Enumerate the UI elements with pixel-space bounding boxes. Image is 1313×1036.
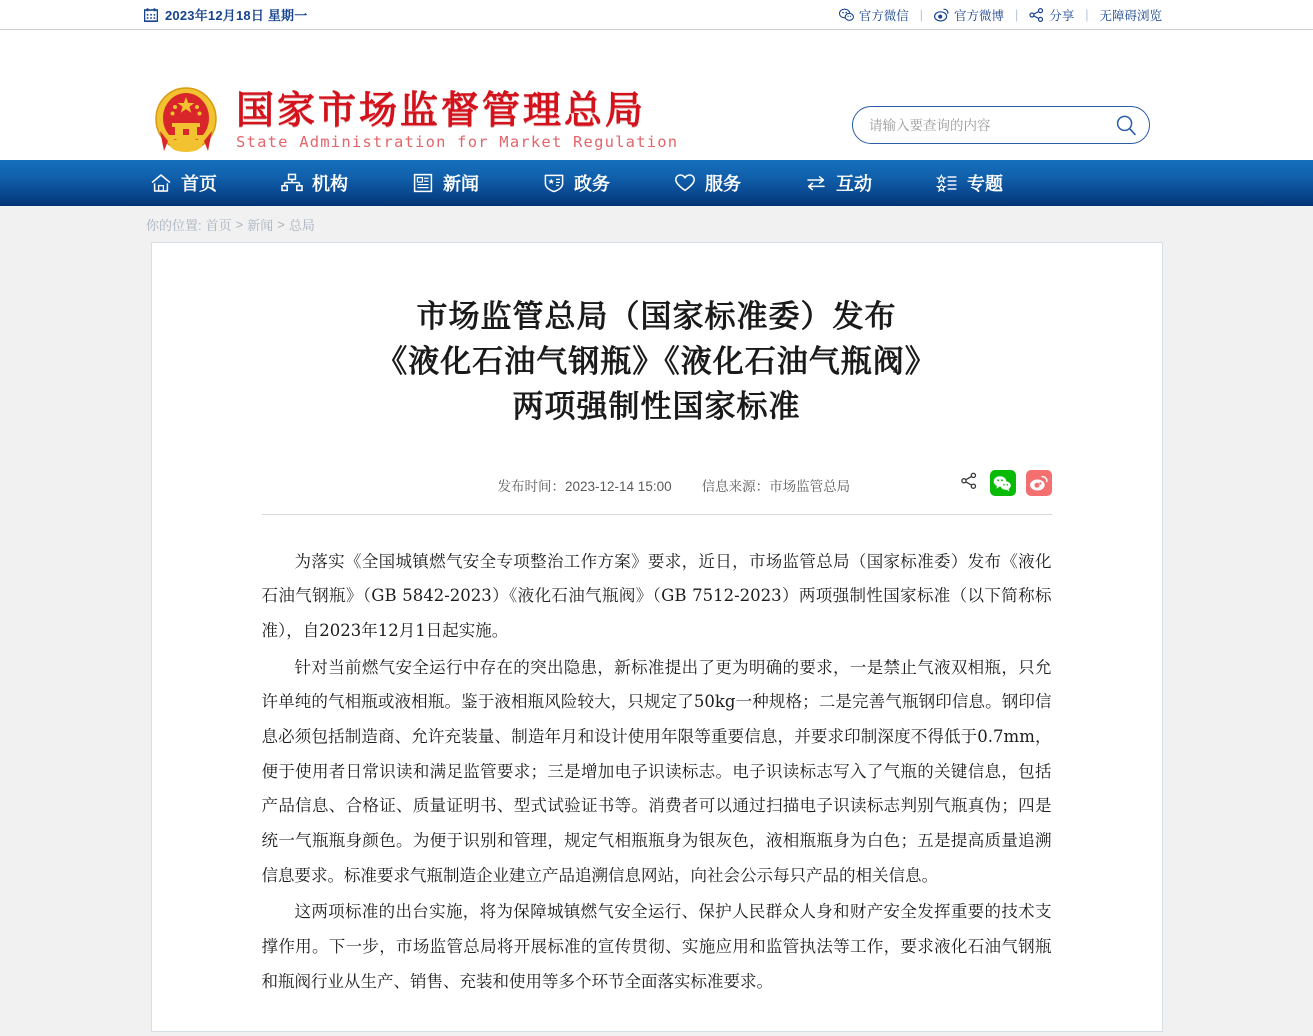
site-title-cn: 国家市场监督管理总局	[236, 88, 647, 133]
nav-item-interaction[interactable]	[805, 170, 872, 196]
nav-item-organization[interactable]	[281, 170, 348, 196]
nav-item-home[interactable]	[150, 170, 217, 196]
accessibility-link[interactable]	[1088, 6, 1173, 24]
main-navigation	[0, 160, 1313, 206]
article-body	[262, 545, 1052, 999]
national-emblem-icon	[150, 85, 222, 157]
breadcrumb-item-news[interactable]: 新闻	[247, 217, 274, 233]
article-meta	[262, 468, 1052, 502]
source-value: 市场监管总局	[769, 478, 851, 494]
source-label: 信息来源：	[701, 478, 770, 494]
publish-time-label: 发布时间：	[497, 478, 565, 494]
link-separator: |	[1014, 7, 1019, 22]
home-icon	[150, 173, 172, 193]
link-separator: |	[919, 7, 923, 22]
search-icon	[1115, 114, 1137, 136]
wechat-share-button[interactable]	[990, 470, 1016, 496]
header-logo-band	[0, 30, 1313, 160]
breadcrumb-prefix: 你的位置:	[146, 217, 202, 233]
article-paragraph: 这两项标准的出台实施，将为保障城镇燃气安全运行、保护人民群众人身和财产安全发挥重要的技术支撑作用。下一步，市场监管总局将开展标准的宣传贯彻、实施应用和监管执法等工作，要求液化石油气钢瓶和瓶阀行业从生产、销售、充装和使用等多个环节全面落实标准要求。	[261, 902, 1052, 991]
nav-item-government-affairs[interactable]	[543, 170, 610, 196]
link-separator: |	[1085, 7, 1089, 22]
official-weibo-label: 官方微博	[953, 8, 1004, 23]
breadcrumb-separator: >	[277, 216, 285, 232]
publish-time-value: 2023-12-14 15:00	[565, 478, 672, 494]
date-text: 2023年12月18日 星期一	[165, 8, 308, 23]
accessibility-label: 无障碍浏览	[1099, 8, 1162, 23]
site-title-en: State Administration for Market Regulation	[236, 133, 679, 152]
article-paragraph: 针对当前燃气安全运行中存在的突出隐患，新标准提出了更为明确的要求，一是禁止气液双相瓶，只允许单纯的气相瓶或液相瓶。鉴于液相瓶风险较大，只规定了50kg一种规格；二是完善气瓶钢印信息。钢印信息必须包括制造商、允许充装量、制造年月和设计使用年限等重要信息，并要求印制深度不得低于0.7mm，便于使用者日常识读和满足监管要求；三是增加电子识读标志。电子识读标志写入了气瓶的关键信息，包括产品信息、合格证、质量证明书、型式试验证书等。消费者可以通过扫描电子识读标志判别气瓶真伪；四是统一气瓶瓶身颜色。为便于识别和管理，规定气相瓶瓶身为银灰色，液相瓶瓶身为白色；五是提高质量追溯信息要求。标准要求气瓶制造企业建立产品追溯信息网站，向社会公示每只产品的相关信息。	[261, 657, 1052, 885]
heart-icon	[674, 173, 696, 193]
share-link[interactable]	[1018, 6, 1085, 24]
meta-divider	[262, 514, 1052, 515]
official-wechat-link[interactable]	[828, 6, 920, 24]
shield-icon	[543, 173, 565, 193]
org-chart-icon	[281, 173, 303, 193]
publish-time	[498, 475, 672, 495]
article-share-group	[958, 470, 1052, 497]
share-icon[interactable]	[958, 470, 980, 497]
article-paragraph: 为落实《全国城镇燃气安全专项整治工作方案》要求，近日，市场监管总局（国家标准委）发布《液化石油气钢瓶》（GB 5842-2023）《液化石油气瓶阀》（GB 7512-2023）两项强制性国家标准（以下简称标准），自2023年12月1日起实施。	[261, 551, 1052, 641]
official-wechat-label: 官方微信	[858, 8, 909, 23]
weibo-icon	[934, 8, 949, 22]
current-date	[144, 5, 307, 24]
article-title-line-2: 《液化石油气钢瓶》《液化石油气瓶阀》	[376, 343, 937, 380]
nav-label-home: 首页	[181, 174, 217, 195]
breadcrumb-item-bureau[interactable]: 总局	[288, 217, 315, 233]
article-title	[152, 295, 1162, 430]
official-weibo-link[interactable]	[923, 6, 1015, 24]
nav-label-service: 服务	[705, 174, 741, 195]
share-icon	[1029, 8, 1044, 22]
article-card	[151, 242, 1163, 1032]
breadcrumb-separator: >	[235, 216, 244, 232]
top-links	[828, 6, 1173, 24]
article-title-line-1: 市场监管总局（国家标准委）发布	[416, 299, 897, 335]
search-input[interactable]	[853, 118, 1103, 133]
nav-label-organization: 机构	[312, 174, 348, 195]
star-list-icon	[936, 173, 958, 193]
search-button[interactable]	[1103, 107, 1149, 143]
exchange-icon	[805, 173, 827, 193]
breadcrumb	[0, 206, 1313, 242]
weibo-share-button[interactable]	[1026, 470, 1052, 496]
nav-item-service[interactable]	[674, 170, 741, 196]
news-icon	[412, 173, 434, 193]
site-logo[interactable]	[150, 85, 678, 157]
nav-item-news[interactable]	[412, 170, 479, 196]
nav-item-topics[interactable]	[936, 170, 1003, 196]
nav-label-government-affairs: 政务	[574, 174, 610, 195]
nav-label-interaction: 互动	[836, 174, 872, 195]
search-box	[852, 106, 1150, 144]
article-title-line-3: 两项强制性国家标准	[512, 388, 801, 425]
nav-label-news: 新闻	[443, 174, 479, 195]
top-utility-bar	[0, 0, 1313, 30]
wechat-icon	[839, 8, 854, 22]
calendar-icon	[144, 8, 158, 22]
share-label: 分享	[1049, 8, 1075, 23]
breadcrumb-item-home[interactable]: 首页	[205, 217, 232, 233]
article-source	[702, 475, 851, 495]
nav-label-topics: 专题	[967, 174, 1003, 195]
